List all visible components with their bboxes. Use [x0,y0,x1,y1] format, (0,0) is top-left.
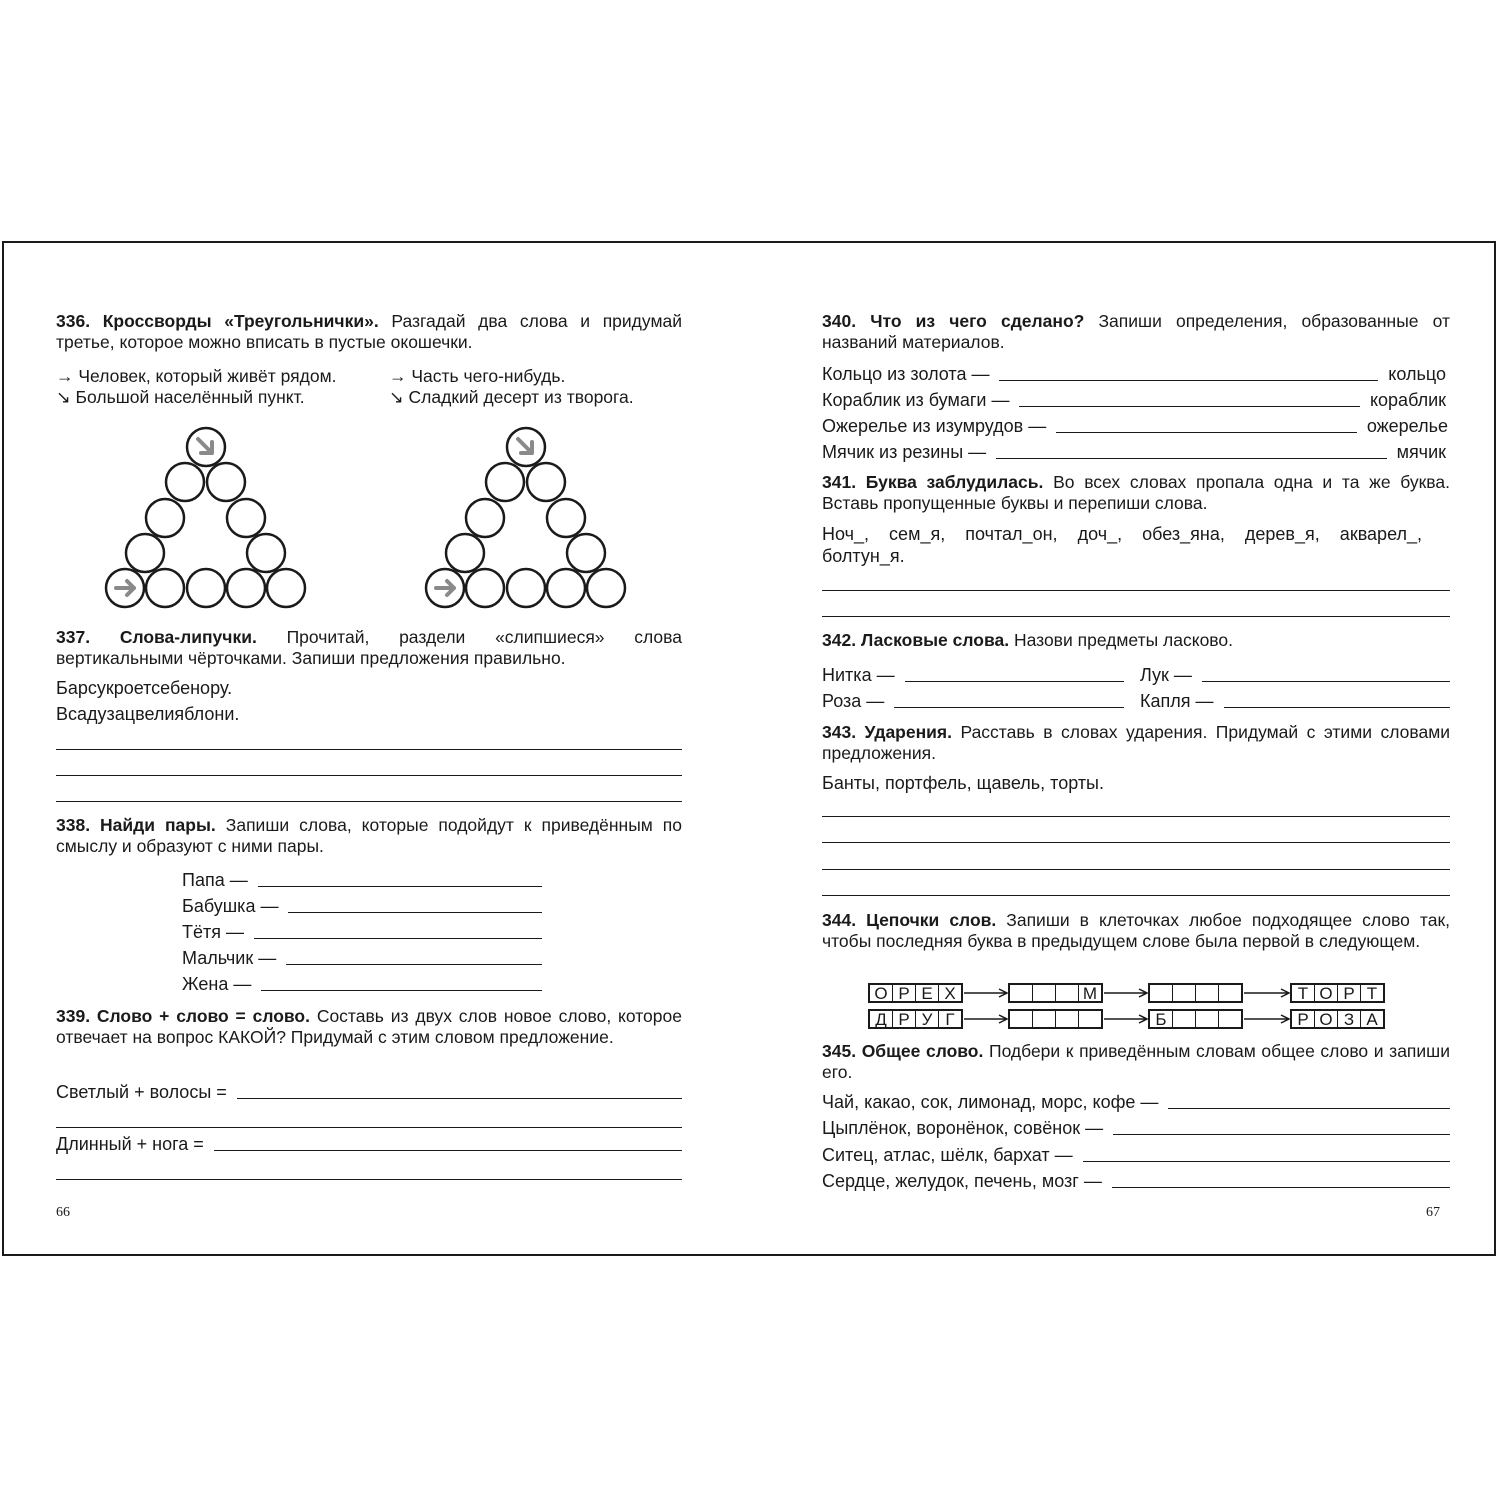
task-336-heading [56,311,682,353]
crossword-cell[interactable] [486,463,524,501]
letter-cell[interactable] [1219,985,1241,1001]
material-noun: кораблик [1369,390,1446,410]
crossword-cell[interactable] [446,534,484,572]
letter-cell[interactable]: З [1338,1011,1361,1027]
task-336-number: 336. [56,311,91,331]
task-343-heading [822,722,1450,764]
word-group: Сердце, желудок, печень, мозг — [822,1171,1102,1191]
letter-cell[interactable] [1033,985,1056,1001]
task-344-number: 344. [822,910,857,930]
task-340-heading [822,311,1450,353]
answer-line[interactable] [56,775,682,776]
pair-row [182,867,552,891]
task-336-title: Кроссворды «Треугольнички». [102,311,379,331]
word-group: Цыплёнок, воронёнок, совёнок — [822,1118,1104,1138]
task-337-title: Слова-липучки. [119,627,257,647]
chain-arrow-icon [1244,987,1292,999]
material-noun: ожерелье [1366,416,1448,436]
clue-text: Часть чего-нибудь. [411,366,566,386]
diminutive-word: Роза — [822,691,885,711]
crossword-cell[interactable] [507,569,545,607]
chain-arrow-icon [1104,987,1150,999]
answer-line[interactable] [214,1150,682,1151]
letter-cell[interactable] [1150,985,1173,1001]
clue-text: Человек, который живёт рядом. [78,366,337,386]
answer-line[interactable] [822,869,1450,870]
answer-line[interactable] [288,912,542,913]
task-345-text: Подбери к приведённым словам общее слово и запиши его. [822,1041,1450,1082]
down-right-arrow-icon: ↘ [56,387,71,407]
crossword-cell[interactable] [166,463,204,501]
task-337-heading [56,627,682,669]
answer-line[interactable] [1202,681,1450,682]
chain-word-boxes[interactable] [1008,1009,1103,1029]
material-row [822,413,1448,437]
task-342-text: Назови предметы ласково. [1013,630,1234,650]
right-arrow-icon: → [389,366,407,386]
stress-words: Банты, портфель, щавель, торты. [822,773,1104,793]
page-number: 67 [1426,1205,1440,1220]
clue-row [389,387,634,408]
letter-cell[interactable] [1010,1011,1033,1027]
crossword-cell[interactable] [267,569,305,607]
word-group: Ситец, атлас, шёлк, бархат — [822,1145,1073,1165]
task-340-text: Запиши определения, образованные от названий материалов. [822,311,1450,352]
pair-word: Жена — [182,974,252,994]
letter-cell[interactable]: Р [893,1011,916,1027]
diminutive-word: Капля — [1140,691,1214,711]
compound-words: Длинный + нога = [56,1134,204,1154]
letter-cell[interactable]: О [1315,985,1338,1001]
word-group: Чай, какао, сок, лимонад, морс, кофе — [822,1092,1159,1112]
general-word-row [822,1115,1460,1139]
diminutive-row [1140,688,1460,712]
diminutive-word: Лук — [1140,665,1192,685]
clue-row [56,387,305,408]
chain-arrow-icon [1104,1013,1150,1025]
answer-line[interactable] [254,938,542,939]
chain-arrow-icon [1244,1013,1292,1025]
task-339-heading [56,1006,682,1048]
answer-line[interactable] [56,1127,682,1128]
material-phrase: Кораблик из бумаги — [822,390,1010,410]
glued-sentence: Всадузацвелияблони. [56,704,240,724]
letter-cell[interactable] [1010,985,1033,1001]
crossword-cell[interactable] [187,569,225,607]
task-344-text: Запиши в клеточках любое подходящее слово так, чтобы последняя буква в предыдущем слове была первой в следующем. [822,910,1450,951]
task-337-text: Прочитай, раздели «слипшиеся» слова вертикальными чёрточками. Запиши предложения правильно. [56,627,682,668]
task-337-number: 337. [56,627,91,647]
material-row [822,361,1446,385]
crossword-cell[interactable] [547,569,585,607]
task-343-text: Расставь в словах ударения. Придумай с этими словами предложения. [822,722,1451,763]
compound-row [56,1131,692,1155]
pair-word: Тётя — [182,922,244,942]
answer-line[interactable] [822,895,1450,896]
triangle-crossword-1[interactable] [104,426,314,611]
letter-cell[interactable]: Б [1150,1011,1173,1027]
answer-line[interactable] [822,590,1450,591]
answer-line[interactable] [1224,707,1451,708]
diminutive-row [822,662,1134,686]
letter-cell[interactable] [1056,985,1079,1001]
task-343-number: 343. [822,722,857,742]
material-row [822,439,1446,463]
down-right-arrow-icon: ↘ [389,387,404,407]
task-338-number: 338. [56,815,91,835]
clue-text: Большой населённый пункт. [75,387,305,407]
material-noun: кольцо [1388,364,1446,384]
letter-cell[interactable] [1056,1011,1079,1027]
general-word-row [822,1142,1460,1166]
answer-line[interactable] [237,1098,682,1099]
clue-row [56,366,336,387]
general-word-row [822,1089,1460,1113]
answer-line[interactable] [1019,406,1359,407]
crossword-cell[interactable] [527,463,565,501]
task-336-text: Разгадай два слова и придумай третье, которое можно вписать в пустые окошечки. [56,311,682,352]
task-342-number: 342. [822,630,857,650]
material-phrase: Кольцо из золота — [822,364,990,384]
crossword-cell[interactable] [466,499,504,537]
task-340-number: 340. [822,311,857,331]
chain-word-boxes[interactable] [1148,983,1243,1003]
left-page [56,243,682,1254]
letter-cell[interactable]: Р [893,985,916,1001]
crossword-cell[interactable] [146,569,184,607]
answer-line[interactable] [261,990,542,991]
letter-cell[interactable]: О [870,985,893,1001]
task-338-heading [56,815,682,857]
letter-cell[interactable] [1173,985,1196,1001]
crossword-cell[interactable] [227,499,265,537]
answer-line[interactable] [1112,1187,1450,1188]
letter-cell[interactable] [1033,1011,1056,1027]
diminutive-row [1140,662,1460,686]
material-phrase: Ожерелье из изумрудов — [822,416,1047,436]
task-341-text: Во всех словах пропала одна и та же буква. Вставь пропущенные буквы и перепиши слова. [822,472,1450,513]
answer-line[interactable] [56,749,682,750]
material-row [822,387,1446,411]
task-345-title: Общее слово. [861,1041,984,1061]
letter-cell[interactable] [1196,985,1219,1001]
letter-cell[interactable]: О [1315,1011,1338,1027]
answer-line[interactable] [894,707,1124,708]
task-340-title: Что из чего сделано? [870,311,1085,331]
glued-sentence: Барсукроетсебенору. [56,678,233,698]
compound-row [56,1079,692,1103]
page-number: 66 [56,1205,70,1220]
answer-line[interactable] [999,380,1378,381]
task-345-heading [822,1041,1450,1083]
task-345-number: 345. [822,1041,857,1061]
answer-line[interactable] [1056,432,1357,433]
pair-word: Бабушка — [182,896,279,916]
crossword-cell[interactable] [466,569,504,607]
letter-cell[interactable]: Д [870,1011,893,1027]
right-page [822,243,1450,1254]
task-341-number: 341. [822,472,857,492]
letter-cell[interactable]: У [916,1011,939,1027]
answer-line[interactable] [996,458,1386,459]
crossword-cell[interactable] [146,499,184,537]
missing-letter-words: Ноч_, сем_я, почтал_он, доч_, обез_яна, дерев_я, акварел_, болтун_я. [822,524,1422,566]
crossword-cell[interactable] [247,534,285,572]
letter-cell[interactable]: А [1366,1010,1378,1029]
chain-word-boxes[interactable] [868,1009,963,1029]
crossword-cell[interactable] [567,534,605,572]
answer-line[interactable] [56,801,682,802]
material-phrase: Мячик из резины — [822,442,987,462]
task-339-number: 339. [56,1006,91,1026]
letter-cell[interactable]: Р [1292,1011,1315,1027]
book-spread [2,241,1496,1256]
answer-line[interactable] [1113,1134,1450,1135]
letter-cell[interactable] [1196,1011,1219,1027]
right-arrow-icon: → [56,366,74,386]
chain-word-boxes[interactable] [868,983,963,1003]
diminutive-word: Нитка — [822,665,895,685]
letter-cell[interactable]: Е [916,985,939,1001]
pair-row [182,919,552,943]
task-338-title: Найди пары. [100,815,216,835]
clue-row [389,366,565,387]
task-342-heading [822,630,1450,651]
letter-cell[interactable]: Х [944,984,956,1003]
crossword-cell[interactable] [587,569,625,607]
letter-cell[interactable] [1219,1011,1241,1027]
crossword-cell[interactable] [227,569,265,607]
answer-line[interactable] [822,616,1450,617]
answer-line[interactable] [1083,1161,1450,1162]
task-339-text: Составь из двух слов новое слово, которое отвечает на вопрос КАКОЙ? Придумай с этим словом предложение. [56,1006,682,1047]
letter-cell[interactable]: Т [1366,984,1378,1003]
task-343-title: Ударения. [864,722,952,742]
crossword-cell[interactable] [547,499,585,537]
answer-line[interactable] [905,681,1124,682]
chain-word-boxes[interactable] [1008,983,1103,1003]
pair-word: Мальчик — [182,948,277,968]
general-word-row [822,1168,1460,1192]
answer-line[interactable] [56,1179,682,1180]
chain-word-boxes[interactable] [1290,983,1385,1003]
clue-text: Сладкий десерт из творога. [408,387,634,407]
pair-row [182,945,552,969]
answer-line[interactable] [822,816,1450,817]
answer-line[interactable] [822,842,1450,843]
answer-line[interactable] [286,964,542,965]
chain-arrow-icon [964,987,1010,999]
task-344-title: Цепочки слов. [866,910,997,930]
letter-cell[interactable] [1173,1011,1196,1027]
letter-cell[interactable]: М [1082,984,1098,1003]
task-342-title: Ласковые слова. [860,630,1010,650]
crossword-cell[interactable] [126,534,164,572]
material-noun: мячик [1396,442,1446,462]
letter-cell[interactable]: Г [945,1010,955,1029]
chain-arrow-icon [964,1013,1010,1025]
pair-word: Папа — [182,870,248,890]
diminutive-row [822,688,1134,712]
pair-row [182,971,552,995]
answer-line[interactable] [1168,1108,1450,1109]
letter-cell[interactable] [1079,1011,1101,1027]
letter-cell[interactable]: Р [1338,985,1361,1001]
triangle-crossword-2[interactable] [424,426,634,611]
task-339-title: Слово + слово = слово. [96,1006,310,1026]
task-344-heading [822,910,1450,952]
letter-cell[interactable]: Т [1292,985,1315,1001]
answer-line[interactable] [258,886,542,887]
task-338-text: Запиши слова, которые подойдут к приведённым по смыслу и образуют с ними пары. [56,815,682,856]
compound-words: Светлый + волосы = [56,1082,227,1102]
task-341-heading [822,472,1450,514]
pair-row [182,893,552,917]
chain-word-boxes[interactable] [1148,1009,1243,1029]
chain-word-boxes[interactable] [1290,1009,1385,1029]
task-341-title: Буква заблудилась. [865,472,1044,492]
crossword-cell[interactable] [207,463,245,501]
